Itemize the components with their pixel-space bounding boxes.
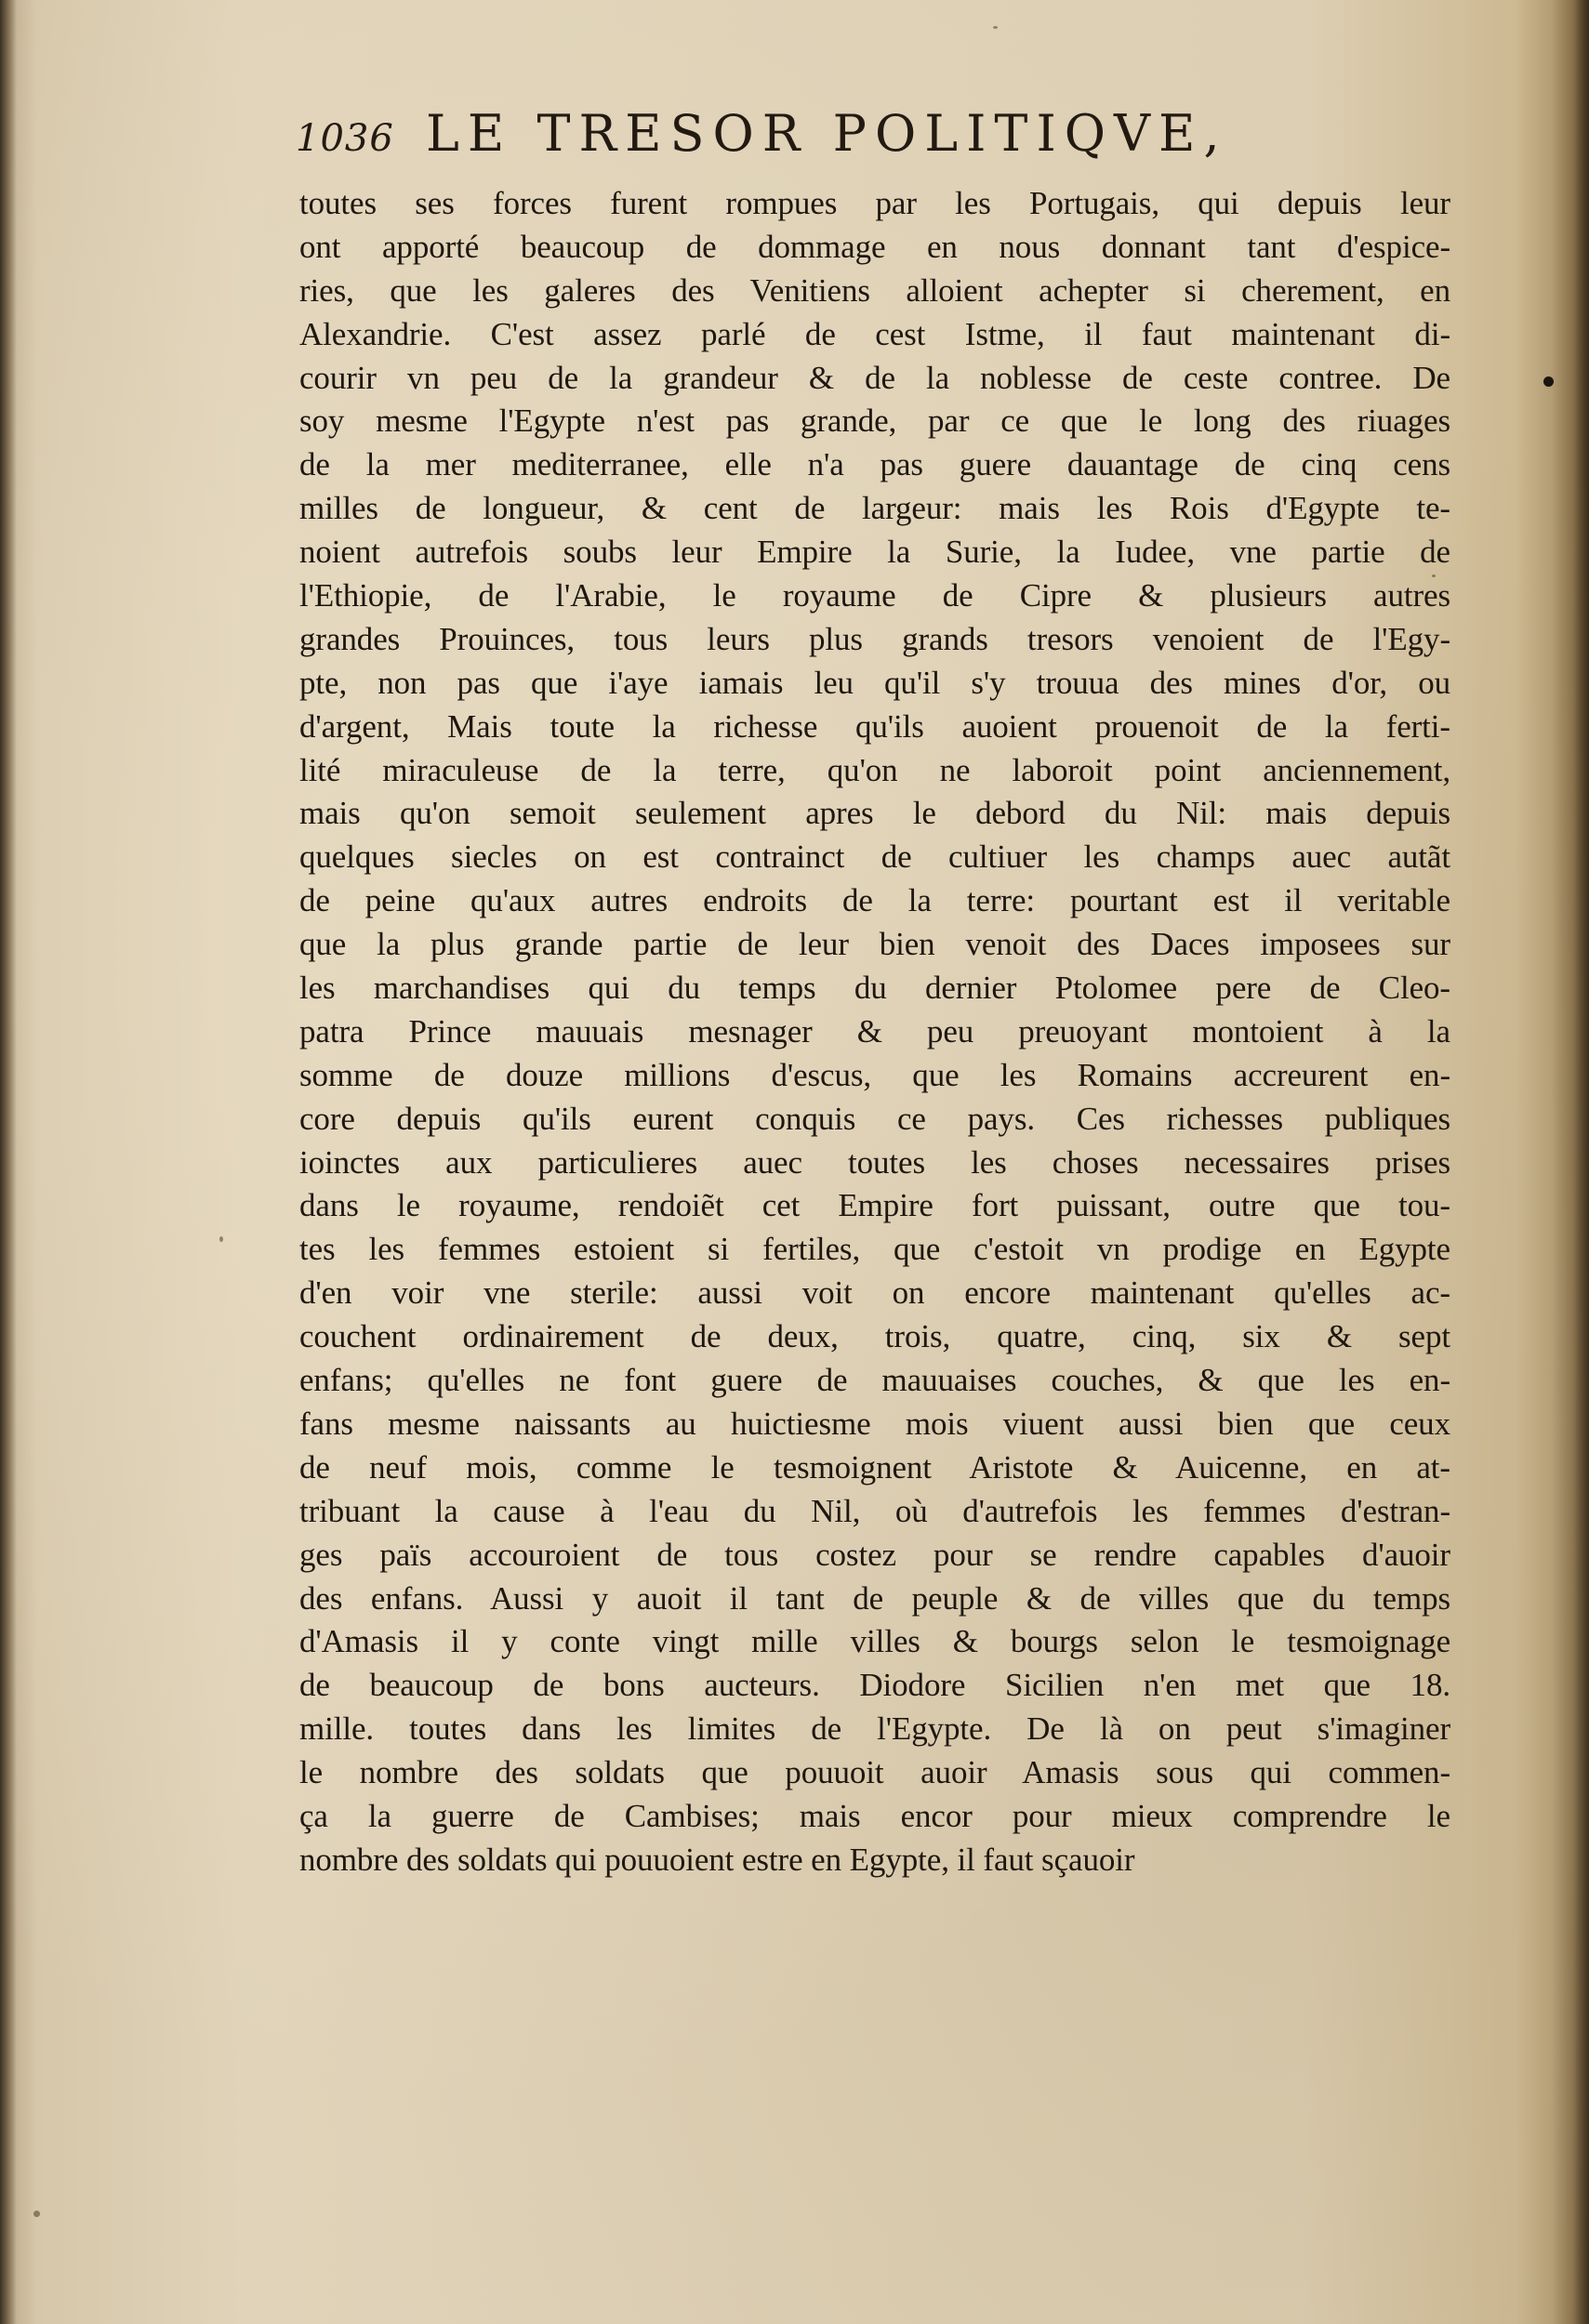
text-line: enfans; qu'elles ne font guere de mauuaises couches, & que les en-: [299, 1362, 1450, 1399]
text-line: de neuf mois, comme le tesmoignent Aristote & Auicenne, en at-: [299, 1448, 1450, 1486]
page-left-edge: [0, 0, 17, 2324]
text-line: de beaucoup de bons aucteurs. Diodore Sicilien n'en met que 18.: [299, 1667, 1450, 1704]
text-line: ioinctes aux particulieres auec toutes les choses necessaires prises: [299, 1143, 1450, 1181]
text-line: dans le royaume, rendoiẽt cet Empire fort puissant, outre que tou-: [299, 1187, 1450, 1224]
text-line: lité miraculeuse de la terre, qu'on ne laboroit point anciennement,: [299, 751, 1450, 788]
binding-shadow: [1552, 0, 1589, 2324]
text-line: d'Amasis il y conte vingt mille villes & bourgs selon le tesmoignage: [299, 1623, 1450, 1660]
text-line: courir vn peu de la grandeur & de la noblesse de ceste contree. De: [299, 359, 1450, 396]
paper-speck: [219, 1236, 223, 1242]
text-line: ça la guerre de Cambises; mais encor pour mieux comprendre le: [299, 1797, 1450, 1834]
text-line: tes les femmes estoient si fertiles, que c'estoit vn prodige en Egypte: [299, 1231, 1450, 1268]
text-line: patra Prince mauuais mesnager & peu preuoyant montoient à la: [299, 1012, 1450, 1050]
text-line: des enfans. Aussi y auoit il tant de peuple & de villes que du temps: [299, 1579, 1450, 1617]
text-line: de peine qu'aux autres endroits de la terre: pourtant est il veritable: [299, 882, 1450, 919]
text-line: toutes ses forces furent rompues par les Portugais, qui depuis leur: [299, 185, 1450, 221]
text-line: d'argent, Mais toute la richesse qu'ils auoient prouenoit de la ferti-: [299, 707, 1450, 745]
paper-speck: [993, 26, 998, 29]
text-line: que la plus grande partie de leur bien venoit des Daces imposees sur: [299, 926, 1450, 963]
text-line: nombre des soldats qui pouuoient estre en Egypte, il faut sçauoir: [299, 1841, 1135, 1878]
text-line: fans mesme naissants au huictiesme mois viuent aussi bien que ceux: [299, 1405, 1450, 1442]
margin-mark: [1543, 376, 1554, 387]
text-line: l'Ethiopie, de l'Arabie, le royaume de Cipre & plusieurs autres: [299, 577, 1450, 614]
text-line: quelques siecles on est contrainct de cultiuer les champs auec autãt: [299, 838, 1450, 876]
text-line: somme de douze millions d'escus, que les Romains accreurent en-: [299, 1056, 1450, 1093]
paper-speck: [1432, 574, 1436, 577]
text-line: les marchandises qui du temps du dernier Ptolomee pere de Cleo-: [299, 970, 1450, 1007]
text-line: le nombre des soldats que pouuoit auoir Amasis sous qui commen-: [299, 1754, 1450, 1791]
text-line: Alexandrie. C'est assez parlé de cest Istme, il faut maintenant di-: [299, 315, 1450, 352]
text-line: ries, que les galeres des Venitiens alloient achepter si cherement, en: [299, 271, 1450, 309]
text-line: couchent ordinairement de deux, trois, quatre, cinq, six & sept: [299, 1318, 1450, 1355]
text-line: core depuis qu'ils eurent conquis ce pays. Ces richesses publiques: [299, 1100, 1450, 1137]
text-line: ges païs accouroient de tous costez pour se rendre capables d'auoir: [299, 1536, 1450, 1573]
text-line: de la mer mediterranee, elle n'a pas guere dauantage de cinq cens: [299, 446, 1450, 483]
text-line: ont apporté beaucoup de dommage en nous donnant tant d'espice-: [299, 228, 1450, 265]
text-line: mille. toutes dans les limites de l'Egypte. De là on peut s'imaginer: [299, 1710, 1450, 1748]
text-line: tribuant la cause à l'eau du Nil, où d'autrefois les femmes d'estran-: [299, 1492, 1450, 1529]
running-head: LE TRESOR POLITIQVE,: [426, 104, 1228, 163]
text-line: pte, non pas que i'aye iamais leu qu'il s'y trouua des mines d'or, ou: [299, 664, 1450, 701]
text-line: soy mesme l'Egypte n'est pas grande, par ce que le long des riuages: [299, 403, 1450, 440]
page-number: 1036: [296, 117, 394, 160]
text-line: noient autrefois soubs leur Empire la Surie, la Iudee, vne partie de: [299, 534, 1450, 571]
page-header: [296, 104, 1328, 178]
paper-speck: [33, 2211, 40, 2217]
body-text: [299, 182, 1450, 1882]
text-line: milles de longueur, & cent de largeur: mais les Rois d'Egypte te-: [299, 490, 1450, 527]
text-line: d'en voir vne sterile: aussi voit on encore maintenant qu'elles ac-: [299, 1274, 1450, 1312]
text-line: grandes Prouinces, tous leurs plus grands tresors venoient de l'Egy-: [299, 620, 1450, 657]
text-line: mais qu'on semoit seulement apres le debord du Nil: mais depuis: [299, 795, 1450, 832]
